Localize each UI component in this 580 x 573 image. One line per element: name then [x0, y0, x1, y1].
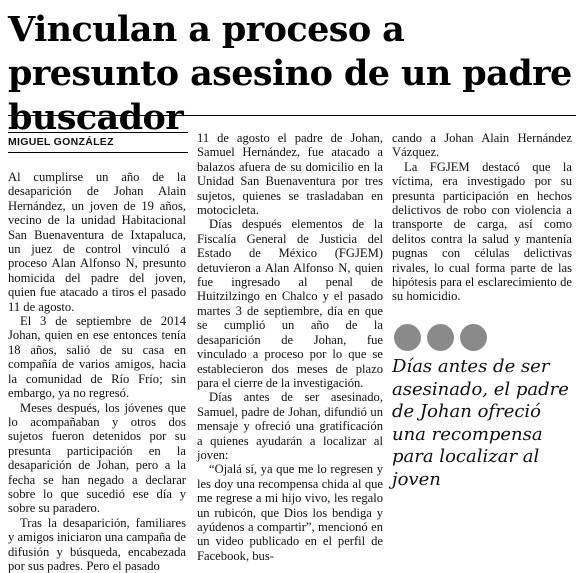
headline-rule [8, 115, 576, 116]
dot-icon [394, 324, 421, 351]
byline-rule [8, 132, 188, 133]
paragraph: 11 de agosto el padre de Johan, Samuel Hernández, fue atacado a balazos afuera de su domicilio en la Unidad San Buenaventura por tres sujetos, quienes se trasladaban en motocicleta. [197, 131, 383, 218]
article-column-2 [197, 131, 383, 563]
byline: MIGUEL GONZÁLEZ [8, 136, 114, 148]
paragraph: Tras la desaparición, familiares y amigos iniciaron una campaña de difusión y búsqueda, encabezada por sus padres. Pero el pasado [8, 515, 186, 573]
paragraph: Al cumplirse un año de la desaparición de Johan Alain Hernández, un joven de 19 años, vecino de la unidad Habitacional San Buenaventura de Ixtapaluca, un juez de control vinculó a proceso Alan Alfonso N, presunto homicida del padre del joven, quien fue atacado a tiros el pasado 11 de agosto. [8, 170, 186, 314]
byline-underline [8, 152, 188, 153]
pull-quote: Días antes de ser asesinado, el padre de Johan ofreció una recompensa para localizar al joven [392, 356, 569, 490]
article-column-3 [392, 131, 572, 304]
paragraph: “Ojalá sí, ya que me lo regresen y les doy una recompensa chida al que me regrese a mi hijo vivo, les regalo un rubicón, que Dios los bendiga y ayúdenos a compartir”, mencionó en un video publicado en el perfil de Facebook, bus- [197, 462, 383, 563]
dot-icon [460, 324, 487, 351]
pullquote-dots [394, 324, 490, 352]
paragraph: Días antes de ser asesinado, Samuel, padre de Johan, difundió un mensaje y ofreció una gratificación a quienes ayudarán a localizar al joven: [197, 390, 383, 462]
paragraph: Días después elementos de la Fiscalía General de Justicia del Estado de México (FGJEM) detuvieron a Alan Alfonso N, quien fue ingresado al penal de Huitzilzingo en Chalco y el pasado martes 3 de septiembre, día en que se cumplió un año de la desaparición de Johan, fue vinculado a proceso por lo que se establecieron dos meses de plazo para el cierre de la investigación. [197, 217, 383, 390]
paragraph: cando a Johan Alain Hernández Vázquez. [392, 131, 572, 160]
headline: Vinculan a proceso a presunto asesino de un padre buscador [8, 9, 572, 138]
paragraph: La FGJEM destacó que la víctima, era investigado por su presunta participación en hechos delictivos de robo con violencia a transporte de carga, así como delitos contra la salud y mantenía pugnas con células delictivas rivales, lo cual forma parte de las hipótesis para el esclarecimiento de su homicidio. [392, 159, 572, 304]
paragraph: Meses después, los jóvenes que lo acompañaban y otros dos sujetos fueron detenidos por su presunta participación en la desaparición de Johan, pero a la fecha se han negado a declarar sobre lo que sucedió ese día y sobre su paradero. [8, 400, 186, 516]
paragraph: El 3 de septiembre de 2014 Johan, quien en ese entonces tenía 18 años, salió de su casa en compañía de varios amigos, hacia la comunidad de Río Frío; sin embargo, ya no regresó. [8, 314, 186, 401]
article-column-1 [8, 170, 186, 573]
dot-icon [427, 324, 454, 351]
